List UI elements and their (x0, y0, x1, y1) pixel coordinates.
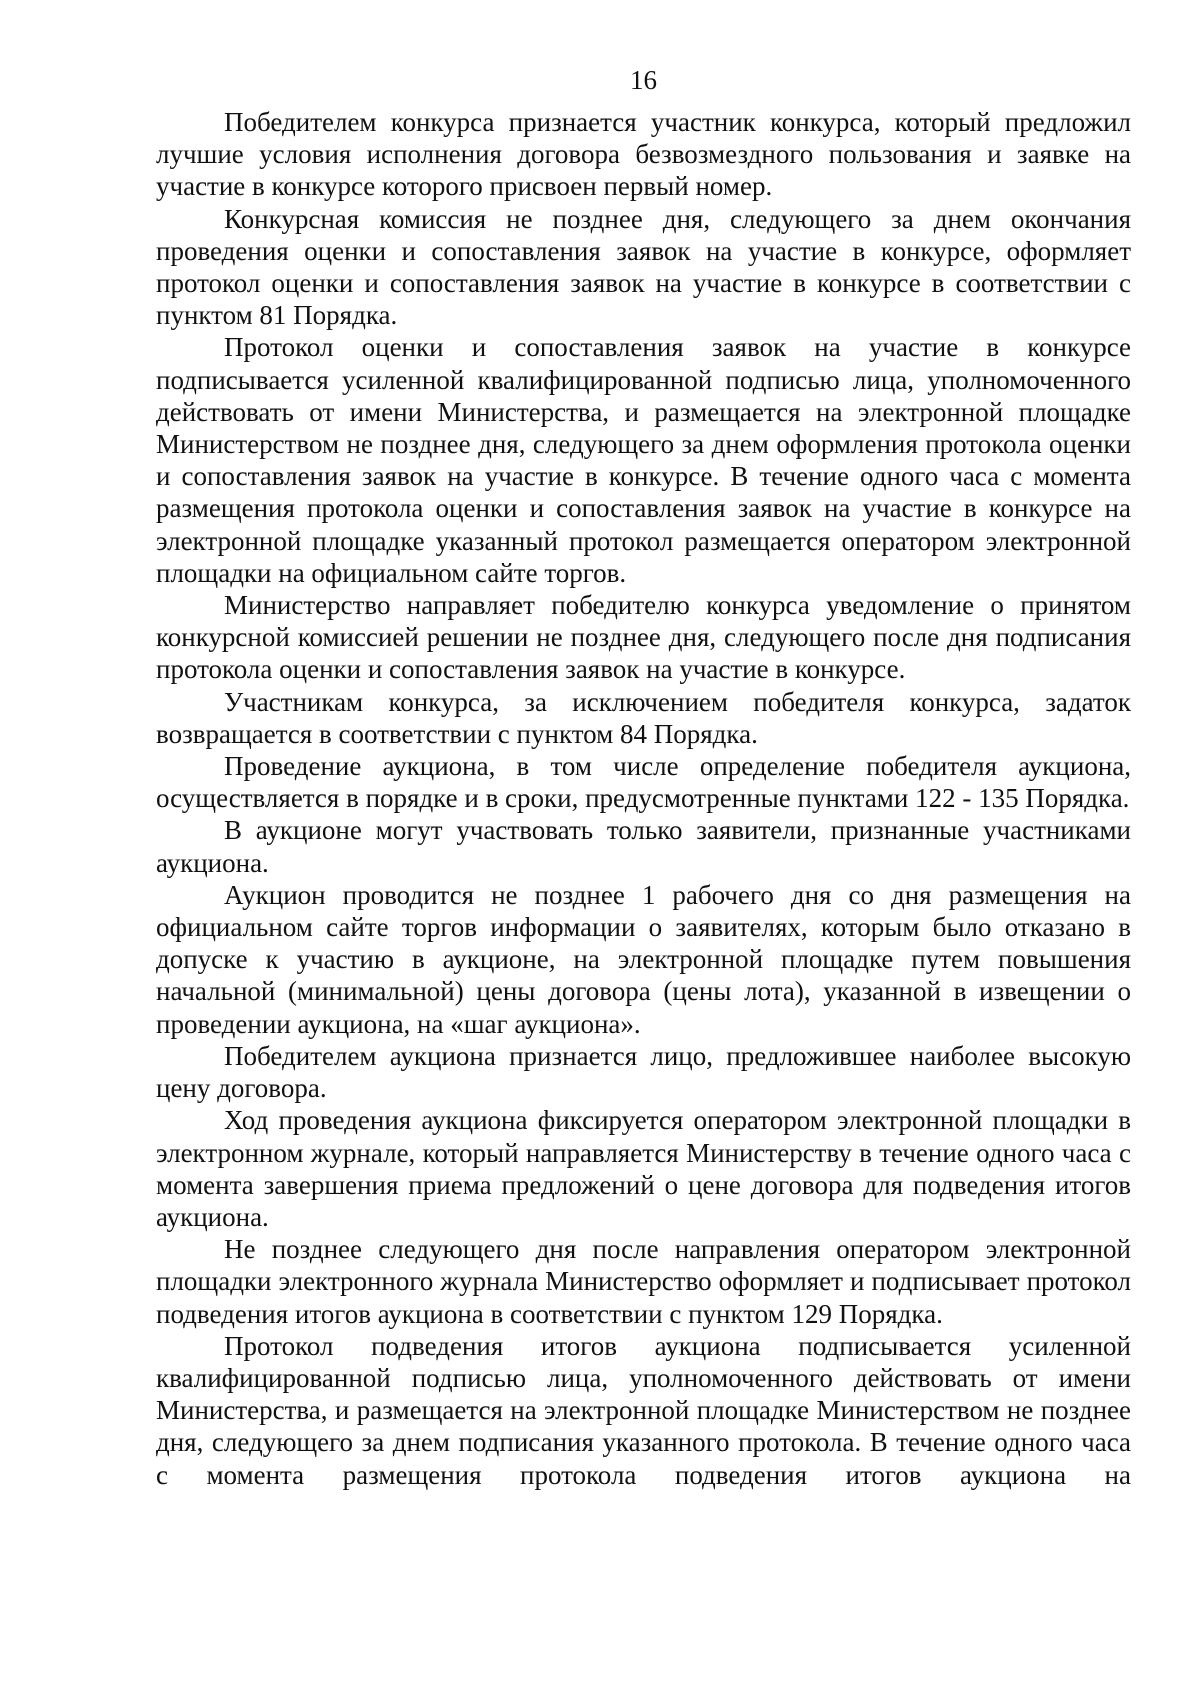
document-page (156, 60, 1131, 1491)
paragraph-auction-timing: Аукцион проводится не позднее 1 рабочего дня со дня размещения на официальном сайте торгов информации о заявителях, которым было отказано в допуске к участию в аукционе, на электронной площадке путем повышения начальной (минимальной) цены договора (цены лота), указанной в извещении о проведении аукциона, на «шаг аукциона». (156, 879, 1131, 1039)
paragraph-results-protocol-signing: Протокол подведения итогов аукциона подписывается усиленной квалифицированной подписью лица, уполномоченного действовать от имени Министерства, и размещается на электронной площадке Министерством не позднее дня, следующего за днем подписания указанного протокола. В течение одного часа с момента размещения протокола подведения итогов аукциона на (156, 1330, 1131, 1490)
paragraph-protocol-signing: Протокол оценки и сопоставления заявок на участие в конкурсе подписывается усиленной квалифицированной подписью лица, уполномоченного действовать от имени Министерства, и размещается на электронной площадке Министерством не позднее дня, следующего за днем оформления протокола оценки и сопоставления заявок на участие в конкурсе. В течение одного часа с момента размещения протокола оценки и сопоставления заявок на участие в конкурсе на электронной площадке указанный протокол размещается оператором электронной площадки на официальном сайте торгов. (156, 332, 1131, 588)
paragraph-deposit-return: Участникам конкурса, за исключением победителя конкурса, задаток возвращается в соответствии с пунктом 84 Порядка. (156, 686, 1131, 749)
paragraph-auction-winner: Победителем аукциона признается лицо, предложившее наиболее высокую цену договора. (156, 1040, 1131, 1104)
paragraph-auction-journal: Ход проведения аукциона фиксируется оператором электронной площадки в электронном журнале, который направляется Министерству в течение одного часа с момента завершения приема предложений о цене договора для подведения итогов аукциона. (156, 1105, 1131, 1232)
paragraph-contest-winner: Победителем конкурса признается участник конкурса, который предложил лучшие условия исполнения договора безвозмездного пользования и заявке на участие в конкурсе которого присвоен первый номер. (156, 107, 1131, 202)
paragraph-commission-protocol: Конкурсная комиссия не позднее дня, следующего за днем окончания проведения оценки и сопоставления заявок на участие в конкурсе, оформляет протокол оценки и сопоставления заявок на участие в конкурсе в соответствии с пунктом 81 Порядка. (156, 203, 1131, 331)
page-number: 16 (630, 65, 657, 95)
paragraph-results-protocol: Не позднее следующего дня после направления оператором электронной площадки электронного журнала Министерство оформляет и подписывает протокол подведения итогов аукциона в соответствии с пунктом 129 Порядка. (156, 1234, 1131, 1329)
paragraph-auction-participants: В аукционе могут участвовать только заявители, признанные участниками аукциона. (156, 815, 1131, 878)
paragraph-auction-procedure: Проведение аукциона, в том числе определение победителя аукциона, осуществляется в порядке и в сроки, предусмотренные пунктами 122 - 135 Порядка. (156, 751, 1131, 814)
paragraph-winner-notification: Министерство направляет победителю конкурса уведомление о принятом конкурсной комиссией решении не позднее дня, следующего после дня подписания протокола оценки и сопоставления заявок на участие в конкурсе. (156, 590, 1131, 685)
